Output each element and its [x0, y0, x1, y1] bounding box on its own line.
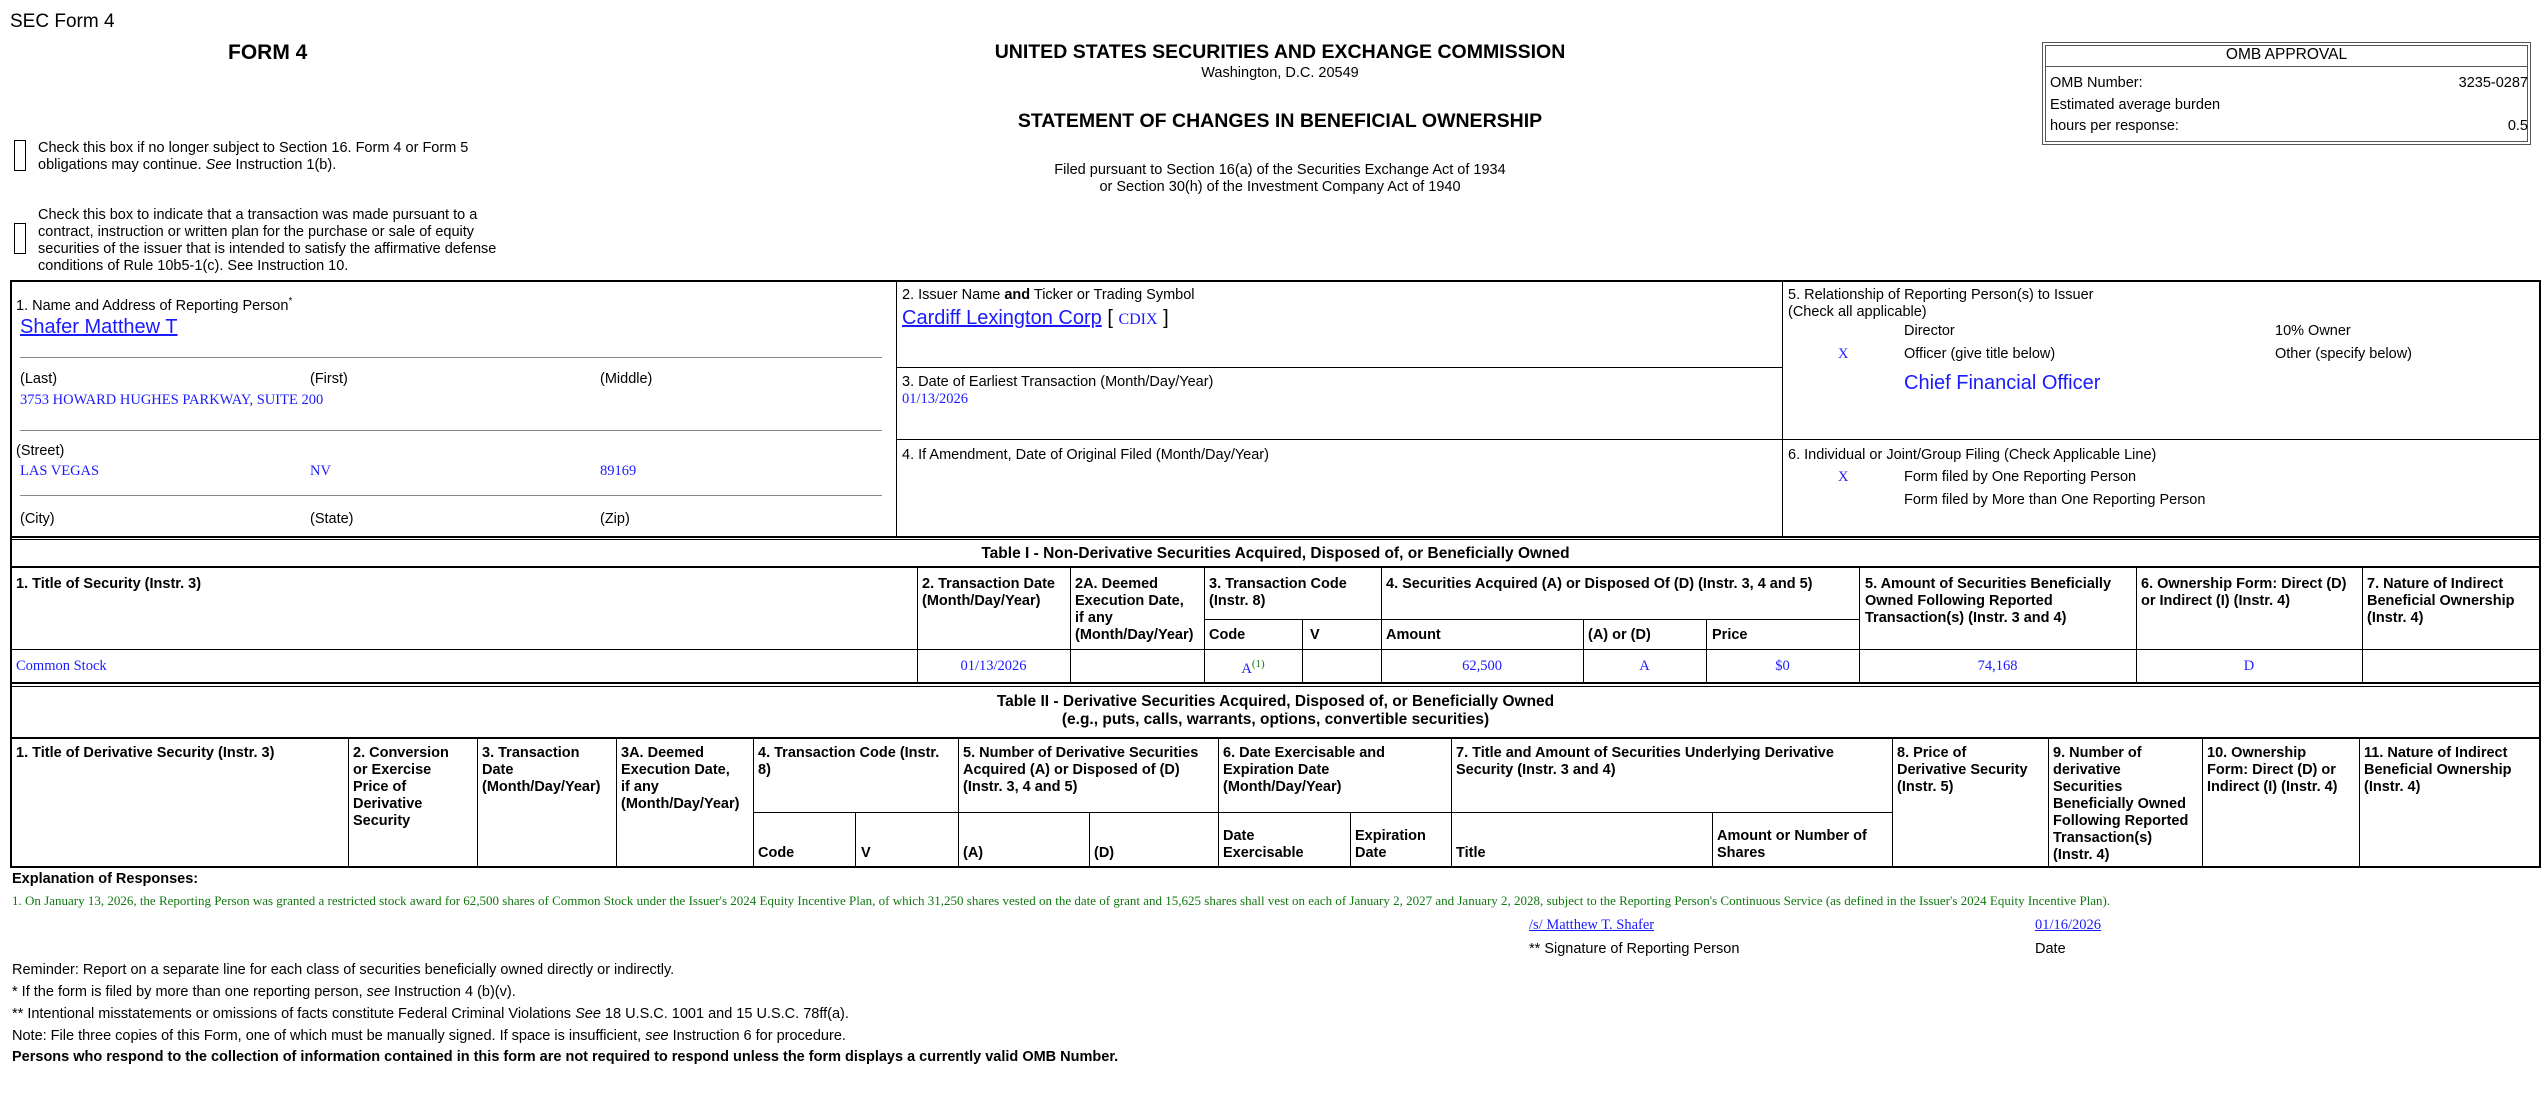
- t2-sub-amount-2: Shares: [1717, 845, 1766, 861]
- omb-hours-label: hours per response:: [2050, 118, 2179, 134]
- middle-label: (Middle): [600, 371, 653, 387]
- checkbox2-line4: conditions of Rule 10b5-1(c). See Instruction 10.: [38, 258, 349, 274]
- t2-h-form-1: 10. Ownership: [2207, 745, 2307, 761]
- box4-label: 4. If Amendment, Date of Original Filed (Month/Day/Year): [902, 447, 1269, 463]
- issuer-line: Cardiff Lexington Corp [ CDIX ]: [902, 307, 1169, 329]
- footnote-criminal-violations: ** Intentional misstatements or omissions of facts constitute Federal Criminal Violations See 18 U.S.C. 1001 and 15 U.S.C. 78ff(a).: [12, 1006, 849, 1022]
- state-value: NV: [310, 463, 331, 479]
- zip-label: (Zip): [600, 511, 630, 527]
- table1-title: Table I - Non-Derivative Securities Acquired, Disposed of, or Beneficially Owned: [981, 545, 1570, 562]
- t2-h-conversion-5: Security: [353, 813, 411, 829]
- t1-sub-a-or-d: (A) or (D): [1588, 627, 1651, 643]
- t1-sub-price: Price: [1712, 627, 1748, 643]
- t1-h-amount-owned-2: Owned Following Reported: [1865, 593, 2053, 609]
- t2-sub-expiration-2: Date: [1355, 845, 1387, 861]
- checkbox1-line1: Check this box if no longer subject to Section 16. Form 4 or Form 5: [38, 140, 469, 156]
- state-label: (State): [310, 511, 354, 527]
- t2-sub-amount-1: Amount or Number of: [1717, 828, 1867, 844]
- t2-h-exercisable-1: 6. Date Exercisable and: [1223, 745, 1385, 761]
- t1-h-transaction-date-1: 2. Transaction Date: [922, 576, 1055, 592]
- checkbox2-line1: Check this box to indicate that a transaction was made pursuant to a: [38, 207, 478, 223]
- t2-h-underlying-1: 7. Title and Amount of Securities Underlying Derivative: [1456, 745, 1834, 761]
- t2-h-owned-3: Securities: [2053, 779, 2123, 795]
- signature-link[interactable]: /s/ Matthew T. Shafer: [1529, 917, 1655, 933]
- t1-row-title: Common Stock: [16, 658, 107, 674]
- checkbox2-line2: contract, instruction or written plan for the purchase or sale of equity: [38, 224, 475, 240]
- t1-row-price: $0: [1775, 658, 1790, 674]
- t2-h-deemed-1: 3A. Deemed: [621, 745, 705, 761]
- t2-h-conversion-2: or Exercise: [353, 762, 432, 778]
- statement-heading: STATEMENT OF CHANGES IN BENEFICIAL OWNERSHIP: [1017, 110, 1543, 132]
- t1-h-ownership-form-2: or Indirect (I) (Instr. 4): [2141, 593, 2291, 609]
- t1-h-nature-3: (Instr. 4): [2367, 610, 2424, 626]
- t1-row-a-or-d: A: [1639, 658, 1650, 674]
- t2-h-owned-7: (Instr. 4): [2053, 847, 2110, 863]
- omb-title: OMB APPROVAL: [2225, 46, 2348, 63]
- t2-h-number-1: 5. Number of Derivative Securities: [963, 745, 1199, 761]
- t2-h-conversion-1: 2. Conversion: [353, 745, 449, 761]
- t2-h-price-2: Derivative Security: [1897, 762, 2028, 778]
- officer-label: Officer (give title below): [1904, 346, 2056, 362]
- t2-h-transaction-2: Date: [482, 762, 514, 778]
- t2-h-owned-1: 9. Number of: [2053, 745, 2142, 761]
- t2-h-exercisable-3: (Month/Day/Year): [1223, 779, 1342, 795]
- street-label: (Street): [16, 443, 65, 459]
- t2-sub-a: (A): [963, 845, 984, 861]
- page-title: SEC Form 4: [10, 11, 115, 32]
- t2-h-number-2: Acquired (A) or Disposed of (D): [963, 762, 1180, 778]
- t2-sub-title: Title: [1456, 845, 1486, 861]
- box5-sublabel: (Check all applicable): [1788, 304, 1927, 320]
- t2-h-owned-6: Transaction(s): [2053, 830, 2153, 846]
- rule-10b5-1-checkbox[interactable]: [14, 223, 26, 254]
- t2-h-deemed-4: (Month/Day/Year): [621, 796, 740, 812]
- more-reporting-persons-label: Form filed by More than One Reporting Person: [1904, 492, 2206, 508]
- earliest-transaction-date: 01/13/2026: [902, 391, 969, 407]
- commission-location: Washington, D.C. 20549: [1201, 65, 1359, 81]
- box5-label: 5. Relationship of Reporting Person(s) to Issuer: [1788, 287, 2094, 303]
- other-label: Other (specify below): [2275, 346, 2412, 362]
- t2-h-title: 1. Title of Derivative Security (Instr. 3): [16, 745, 275, 761]
- omb-number-label: OMB Number:: [2050, 75, 2143, 91]
- no-longer-subject-checkbox[interactable]: [14, 140, 26, 171]
- reporting-person-name-link[interactable]: Shafer Matthew T: [20, 316, 178, 338]
- t2-sub-code: Code: [758, 845, 795, 861]
- footnote-file-copies: Note: File three copies of this Form, one of which must be manually signed. If space is insufficient, see Instruction 6 for procedure.: [12, 1028, 846, 1044]
- ten-percent-owner-label: 10% Owner: [2275, 323, 2351, 339]
- checkbox1-line2: obligations may continue. See Instruction 1(b).: [38, 157, 337, 173]
- t2-h-deemed-3: if any: [621, 779, 659, 795]
- t2-sub-date-exercisable-1: Date: [1223, 828, 1255, 844]
- t2-h-owned-2: derivative: [2053, 762, 2121, 778]
- t2-h-deemed-2: Execution Date,: [621, 762, 730, 778]
- omb-notice: Persons who respond to the collection of information contained in this form are not required to respond unless the form displays a currently valid OMB Number.: [12, 1049, 1119, 1065]
- t1-h-ownership-form-1: 6. Ownership Form: Direct (D): [2141, 576, 2347, 592]
- director-label: Director: [1904, 323, 1955, 339]
- city-label: (City): [20, 511, 55, 527]
- t1-row-amount: 62,500: [1462, 658, 1502, 674]
- t1-h-deemed-1: 2A. Deemed: [1075, 576, 1159, 592]
- box1-label: 1. Name and Address of Reporting Person*: [16, 296, 293, 314]
- t1-h-code-2: (Instr. 8): [1209, 593, 1266, 609]
- omb-number-value: 3235-0287: [2458, 75, 2528, 91]
- box6-label: 6. Individual or Joint/Group Filing (Check Applicable Line): [1788, 447, 2157, 463]
- t2-h-conversion-3: Price of: [353, 779, 407, 795]
- form-title: FORM 4: [228, 41, 308, 64]
- t2-h-owned-4: Beneficially Owned: [2053, 796, 2186, 812]
- t1-h-amount-owned-3: Transaction(s) (Instr. 3 and 4): [1865, 610, 2067, 626]
- commission-heading: UNITED STATES SECURITIES AND EXCHANGE COMMISSION: [994, 41, 1566, 63]
- street-value: 3753 HOWARD HUGHES PARKWAY, SUITE 200: [20, 392, 324, 408]
- t2-h-form-2: Form: Direct (D) or: [2207, 762, 2336, 778]
- t2-h-nature-2: Beneficial Ownership: [2364, 762, 2512, 778]
- last-label: (Last): [20, 371, 58, 387]
- first-label: (First): [310, 371, 348, 387]
- t2-h-number-3: (Instr. 3, 4 and 5): [963, 779, 1078, 795]
- t1-row-code: $A^{(1)}$: [1241, 658, 1265, 677]
- zip-value: 89169: [600, 463, 637, 479]
- one-person-check-mark: X: [1838, 469, 1849, 485]
- t1-sub-amount: Amount: [1386, 627, 1441, 643]
- t2-h-price-3: (Instr. 5): [1897, 779, 1954, 795]
- t2-h-conversion-4: Derivative: [353, 796, 423, 812]
- t1-row-ownership-form: D: [2243, 658, 2255, 674]
- footnote-multiple-persons: * If the form is filed by more than one reporting person, see Instruction 4 (b)(v).: [12, 984, 516, 1000]
- table2-subtitle: (e.g., puts, calls, warrants, options, convertible securities): [1061, 711, 1490, 728]
- officer-check-mark: X: [1838, 346, 1849, 362]
- filed-pursuant-line1: Filed pursuant to Section 16(a) of the Securities Exchange Act of 1934: [1054, 162, 1506, 178]
- t2-h-exercisable-2: Expiration Date: [1223, 762, 1330, 778]
- t2-h-code-1: 4. Transaction Code (Instr.: [758, 745, 940, 761]
- t2-h-price-1: 8. Price of: [1897, 745, 1967, 761]
- t2-h-underlying-2: Security (Instr. 3 and 4): [1456, 762, 1616, 778]
- t2-h-nature-1: 11. Nature of Indirect: [2364, 745, 2508, 761]
- omb-burden-label: Estimated average burden: [2050, 97, 2221, 113]
- omb-hours-value: 0.5: [2507, 118, 2528, 134]
- t1-h-deemed-2: Execution Date,: [1075, 593, 1184, 609]
- t1-h-amount-owned-1: 5. Amount of Securities Beneficially: [1865, 576, 2112, 592]
- t1-sub-code: Code: [1209, 627, 1246, 643]
- filed-pursuant-line2: or Section 30(h) of the Investment Company Act of 1940: [1099, 179, 1461, 195]
- t2-sub-expiration-1: Expiration: [1355, 828, 1426, 844]
- t1-h-deemed-3: if any: [1075, 610, 1113, 626]
- issuer-name-link[interactable]: Cardiff Lexington Corp: [902, 307, 1102, 329]
- date-label: Date: [2035, 941, 2066, 957]
- t2-h-transaction-1: 3. Transaction: [482, 745, 580, 761]
- ticker-link[interactable]: CDIX: [1118, 311, 1158, 328]
- t1-row-date: 01/13/2026: [960, 658, 1027, 674]
- t2-h-form-3: Indirect (I) (Instr. 4): [2207, 779, 2338, 795]
- t1-h-deemed-4: (Month/Day/Year): [1075, 627, 1194, 643]
- footnote-link[interactable]: (1): [1251, 658, 1265, 670]
- t1-row-owned: 74,168: [1977, 658, 2018, 674]
- t2-h-nature-3: (Instr. 4): [2364, 779, 2421, 795]
- box2-label: 2. Issuer Name and Ticker or Trading Symbol: [902, 287, 1195, 303]
- t2-h-transaction-3: (Month/Day/Year): [482, 779, 601, 795]
- one-reporting-person-label: Form filed by One Reporting Person: [1904, 469, 2137, 485]
- city-value: LAS VEGAS: [20, 463, 100, 479]
- t2-h-code-2: 8): [758, 762, 771, 778]
- t1-h-code-1: 3. Transaction Code: [1209, 576, 1347, 592]
- t1-h-transaction-date-2: (Month/Day/Year): [922, 593, 1041, 609]
- t2-sub-d: (D): [1094, 845, 1115, 861]
- signature-date-link[interactable]: 01/16/2026: [2035, 917, 2102, 933]
- t1-h-nature-2: Beneficial Ownership: [2367, 593, 2515, 609]
- t1-sub-v: V: [1310, 627, 1320, 643]
- t2-h-owned-5: Following Reported: [2053, 813, 2189, 829]
- t2-sub-v: V: [861, 845, 871, 861]
- explanation-heading: Explanation of Responses:: [12, 871, 199, 887]
- explanation-note-1: 1. On January 13, 2026, the Reporting Person was granted a restricted stock award for 62,500 shares of Common Stock under the Issuer's 2024 Equity Incentive Plan, of which 31,250 shares vested on the date of grant and 15,625 shares shall vest on each of January 2, 2027 and January 2, 2028, subject to the Reporting Person's Continuous Service (as defined in the Issuer's 2024 Equity Incentive Plan).: [12, 893, 2111, 908]
- t1-h-nature-1: 7. Nature of Indirect: [2367, 576, 2504, 592]
- box3-label: 3. Date of Earliest Transaction (Month/Day/Year): [902, 374, 1214, 390]
- t1-h-securities-acquired: 4. Securities Acquired (A) or Disposed Of (D) (Instr. 3, 4 and 5): [1386, 576, 1813, 592]
- reminder-text: Reminder: Report on a separate line for each class of securities beneficially owned directly or indirectly.: [12, 962, 675, 978]
- officer-title: Chief Financial Officer: [1904, 372, 2101, 394]
- checkbox2-line3: securities of the issuer that is intended to satisfy the affirmative defense: [38, 241, 497, 257]
- t2-sub-date-exercisable-2: Exercisable: [1223, 845, 1304, 861]
- table2-title: Table II - Derivative Securities Acquired, Disposed of, or Beneficially Owned: [996, 693, 1555, 710]
- t1-h-title-of-security: 1. Title of Security (Instr. 3): [16, 576, 202, 592]
- signature-label: ** Signature of Reporting Person: [1529, 941, 1740, 957]
